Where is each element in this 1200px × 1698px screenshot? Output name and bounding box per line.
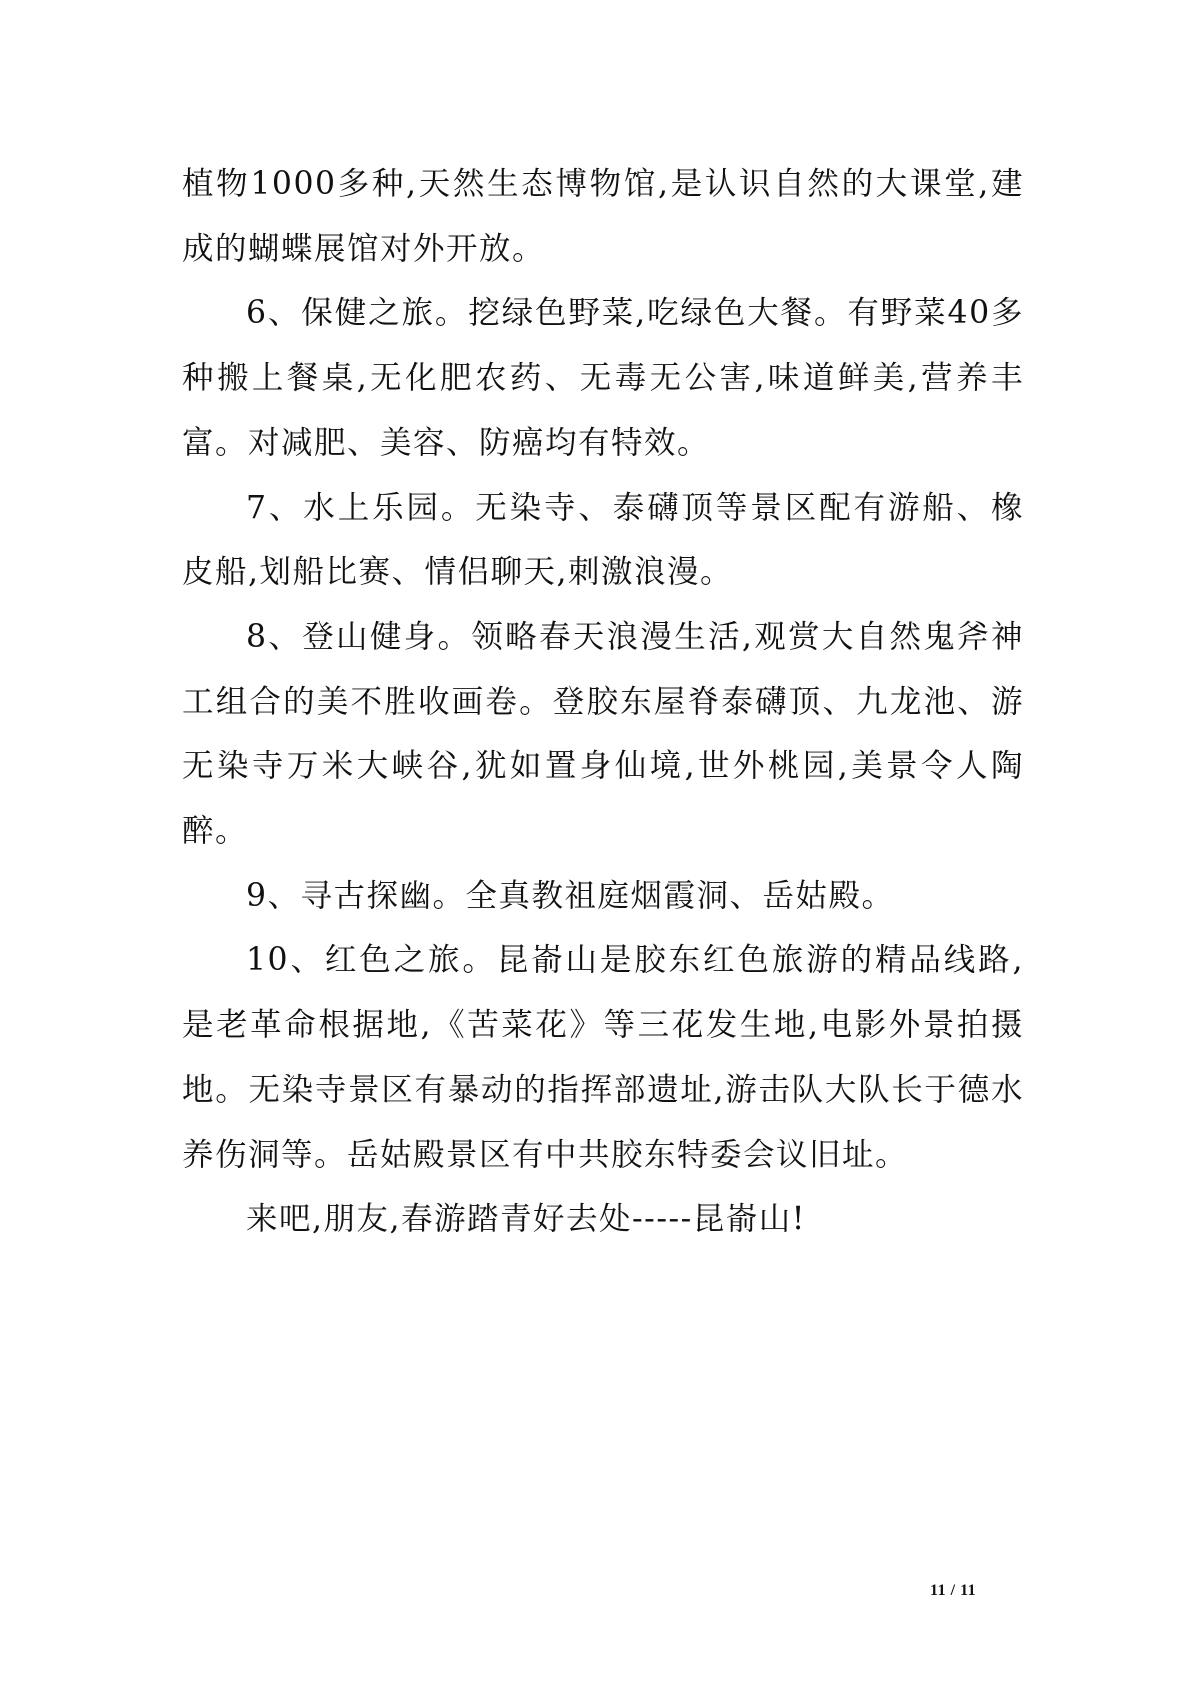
paragraph-item-6-health-trip: 6、保健之旅。挖绿色野菜,吃绿色大餐。有野菜40多种搬上餐桌,无化肥农药、无毒无公害,味道鲜美,营养丰富。对减肥、美容、防癌均有特效。	[182, 295, 1024, 461]
paragraph-item-8-mountain-climbing: 8、登山健身。领略春天浪漫生活,观赏大自然鬼斧神工组合的美不胜收画卷。登胶东屋脊泰礴顶、九龙池、游无染寺万米大峡谷,犹如置身仙境,世外桃园,美景令人陶醉。	[182, 618, 1024, 850]
paragraph-item-7-water-park: 7、水上乐园。无染寺、泰礴顶等景区配有游船、橡皮船,划船比赛、情侣聊天,刺激浪漫。	[182, 489, 1024, 591]
page-number: 11 / 11	[930, 1582, 977, 1599]
paragraph-closing-invitation: 来吧,朋友,春游踏青好去处-----昆嵛山!	[246, 1201, 806, 1238]
paragraph-item-9-historic-sites: 9、寻古探幽。全真教祖庭烟霞洞、岳姑殿。	[246, 877, 895, 914]
document-body	[182, 152, 1024, 1252]
paragraph-continued-exhibition: 植物1000多种,天然生态博物馆,是认识自然的大课堂,建成的蝴蝶展馆对外开放。	[182, 166, 1024, 267]
paragraph-item-10-red-tourism: 10、红色之旅。昆嵛山是胶东红色旅游的精品线路,是老革命根据地,《苦菜花》等三花发生地,电影外景拍摄地。无染寺景区有暴动的指挥部遗址,游击队大队长于德水养伤洞等。岳姑殿景区有中共胶东特委会议旧址。	[182, 942, 1024, 1173]
